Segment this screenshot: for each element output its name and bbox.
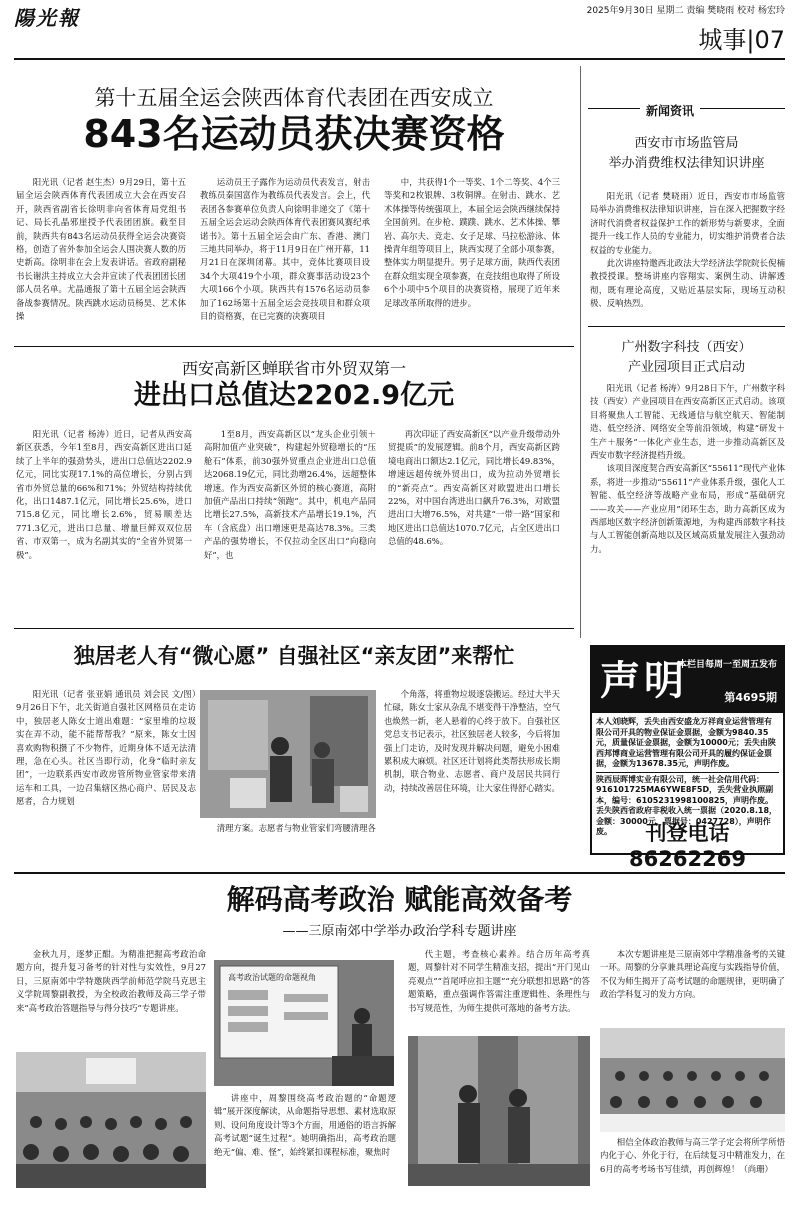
article4-column-3: 代主题，考查核心素养。结合历年高考真题，周黎针对不同学生精准支招，提出“开门见山亮观点”“首尾呼应扣主题”“充分联想扣思路”的答题策略，重点强调作答需注重逻辑性、条理性与书写规范性，为师生提供可落地的备考方法。 — [408, 949, 590, 1013]
slide-title: 高考政治试题的命题视角 — [228, 973, 316, 982]
photo-illustration — [214, 960, 394, 1086]
notice-ad-item: 本人刘晓辉，丢失由西安盛龙万祥商业运营管理有限公司开具的物业保证金票据，金额为9840.35元，质量保证金票据，金额为10000元；丢失由陕西邦博商业运营管理有限公司开具的履约保证金票据，金额为13678.35元，声明作废。 — [596, 717, 776, 768]
photo-illustration — [408, 1036, 590, 1186]
divider — [14, 872, 785, 874]
dateline: 2025年9月30日 星期二 责编 樊晓雨 校对 杨宏玲 — [586, 6, 785, 16]
article1-column-2: 运动员王子露作为运动员代表发言，射击教练员秦国富作为教练员代表发言。会上，代表团各参赛单位负责人向徐明非递交了《第十五届全运会运动会陕西体育代表团赛风赛纪承诺书》。第十五届全运会由广东、香港、澳门三地共同举办，将于11月9日在广州开幕，11月21日在深圳闭幕。其中，竞体比赛项目设34个大项419个小项，群众赛事活动设23个大项166个小项。陕西共有1576名运动员参加了162场第十五届全运会竞技项目和群众项目的资格赛，在已完赛的决赛项目 — [200, 177, 370, 322]
notice-ad-phone: 刊登电话86262269 — [629, 821, 746, 871]
sidebar-story2-title-line2: 产业园项目正式启动 — [627, 360, 745, 375]
article1-headline: 843名运动员获决赛资格 — [83, 112, 505, 156]
article4-photo-classroom — [600, 1028, 785, 1132]
article2-column-2: 1至8月，西安高新区以“龙头企业引领＋高附加值产业突破”，构建起外贸稳增长的“压舱石”体系，前30强外贸重点企业进出口总值达2068.19亿元，同比劲增26.4%，远超整体增速。作为西安高新区外贸的核心赛道，高附加值产品出口持续“领跑”。其中，机电产品同比增长27.5%，高新技术产品增长19.1%，汽车（含底盘）出口增速更是高达78.3%。三类产品的强势增长，不仅拉动全区出口“向稳向好”，也 — [204, 429, 376, 560]
sidebar-story2-body: 阳光讯（记者 杨涛）9月28日下午，广州数字科技（西安）产业园项目在西安高新区正式启动。该项目将聚焦人工智能、无线通信与航空航天、智能制造、低空经济、网络安全等前沿领域，构建“研发＋生产＋服务”一体化产业生态，进一步推动高新区及西安市数字经济提档升级。 该项目深度契合西安高新区“55611”现代产业体系，将进一步推动“55611”产业体系升级，强化人工智能、低空经济等战略产业布局，形成“基础研究——攻关——产业应用”闭环生态，助力高新区成为西部地区数字经济创新策源地，为构建西部数字科技与人工智能创新高地以及区域高质量发展注入强劲动力。 — [590, 383, 785, 554]
article1-column-3: 中，共获得1个一等奖、1个二等奖、4个三等奖和2枚银牌、3枚铜牌。在射击、跳水、艺术体操等传统强项上，本届全运会陕西继续保持全国前列。在步枪、蹼蹼、跳水、艺术体操、攀岩、高尔夫、竞走、女子足球、马拉松游泳、体操青年组等项目上，陕西实现了全部小项参赛，整体实力明显提升。男子足球方面，陕西代表团在群众组实现全项参赛，在竞技组也取得了所设6个小项中5个项目的决赛资格，展现了近年来足球改革所取得的进步。 — [384, 177, 560, 308]
article4-photo-audience — [16, 1052, 206, 1188]
article4-subhead: ——三原南郊中学举办政治学科专题讲座 — [282, 924, 517, 939]
article4-column-1: 金秋九月，逐梦正酣。为精准把握高考政治命题方向，提升复习备考的针对性与实效性，9月27日，三原南郊中学特邀陕西学前师范学院马克思主义学院周黎副教授，为全校政治教师及高三学子带来“高考政治答题指导与得分技巧”专题讲座。 — [16, 949, 206, 1013]
article3-headline: 独居老人有“微心愿” 自强社区“亲友团”来帮忙 — [73, 644, 515, 668]
sidebar-story1-body: 阳光讯（记者 樊晓雨）近日，西安市市场监管局举办消费维权法律知识讲座，旨在深入把握数字经济时代消费者权益保护工作的新形势与新要求，全面提升一线工作人员的专业能力，切实维护消费者合法权益的专业能力。 此次讲座特邀西北政法大学经济法学院院长倪楠教授授课。整场讲座内容翔实、案例生动、讲解透彻，既有理论高度，又贴近基层实际，现场互动积极、反响热烈。 — [590, 191, 785, 309]
article3-column-1: 阳光讯（记者 张亚娟 通讯员 刘会民 文/图）9月26日下午，北关街道自强社区网格员在走访中，独居老人陈女士道出难题：“家里堆的垃圾实在弄不动，能不能帮帮我？”原来，陈女士因喜欢购物积攒了不少物件，近期身体不适无法清理，急在心头。社区当即行动，化身“临时亲友团”，一边联系西安市政房管所物业管家带来清运车和工具，一边召集辖区热心商户、居民及志愿者，合力规划 — [16, 689, 196, 807]
photo-illustration — [16, 1052, 206, 1188]
divider — [14, 628, 574, 629]
divider — [588, 326, 785, 327]
article3-photo-volunteers — [200, 690, 376, 818]
section-label: 城事|07 — [698, 26, 785, 54]
sidebar-story1-title-line1: 西安市市场监管局 — [634, 136, 739, 151]
article4-photo-students — [408, 1036, 590, 1186]
sidebar-story2-title-line1: 广州数字科技（西安） — [621, 340, 752, 355]
article4-column-5: 相信全体政治教师与高三学子定会将所学所悟内化于心、外化于行，在后续复习中精准发力，在6月的高考考场书写佳绩，再创辉煌！（尚珊） — [600, 1137, 785, 1174]
notice-ad-item: 陕西辰晖博实业有限公司，统一社会信用代码：916101725MA6YWE8F5D，丢失营业执照副本，编号：6105231998100825，声明作废。丢失陕西省政府非税收入统一票据（2020.8.18，金额：30000元，票据号：0427728），声明作废。 — [596, 772, 779, 838]
news-label — [640, 100, 700, 119]
notice-ad-subtitle: 本栏目每周一至周五发布 — [677, 660, 777, 670]
divider — [14, 346, 574, 347]
column-divider — [580, 66, 581, 638]
photo-illustration — [200, 690, 376, 818]
masthead — [14, 0, 785, 60]
notice-ad-issue: 第4695期 — [724, 691, 777, 704]
article2-headline: 进出口总值达2202.9亿元 — [133, 380, 455, 411]
article3-column-2: 清理方案。志愿者与物业管家们弯腰清理各 — [216, 823, 376, 833]
article2-kicker: 西安高新区蝉联省市外贸双第一 — [181, 359, 406, 378]
article2-column-3: 再次印证了西安高新区“以产业升级带动外贸提质”的发展逻辑。前8个月，西安高新区跨境电商出口额达2.1亿元，同比增长49.83%，增速远超传统外贸出口，成为拉动外贸增长的“新亮点”。西安高新区对欧盟进出口增长22%，对中国台湾进出口飙升76.3%，对欧盟进出口大增76.5%，对共建“一带一路”国家和地区进出口总值达1070.7亿元，占全区进出口总值的48.6%。 — [388, 429, 560, 547]
article1-column-1: 阳光讯（记者 赵生杰）9月29日，第十五届全运会陕西体育代表团成立大会在西安召开，陕西省副省长徐明非向省体育局党组书记、局长孔晶邪崖授予代表团团旗。截至目前，陕西共有843名运动员获得全运会决赛资格，创造了省外参加全运会人围决赛人数的历史新高。徐明非在会上发表讲话。省政府副秘书长谢洪主持成立大会并宣读了代表团团长团部人员名单。尤晶通报了第十五届全运会陕西备战参赛情况。陕西跳水运动员杨昊、艺术体操 — [16, 177, 186, 322]
article4-headline: 解码高考政治 赋能高效备考 — [226, 883, 573, 916]
article3-column-3: 个角落，将重物垃圾逐袋搬运。经过大半天忙碌，陈女士家从杂乱不堪变得干净整洁，空气也焕然一新，老人悬着的心终于放下。自强社区党总支书记表示，社区独居老人较多，今后将加强上门走访，及时发现并解决问题，避免小困难累积成大麻烦。社区还计划将此类帮扶形成长期机制，联合物业、志愿者、商户及居民共同行动，持续改善居住环境，让大家住得舒心踏实。 — [384, 689, 560, 793]
sidebar-story2-title — [588, 338, 785, 378]
newspaper-logo: 陽光報 — [14, 6, 80, 30]
notice-ad — [590, 645, 785, 871]
article4-column-4: 本次专题讲座是三原南郊中学精准备考的关键一环。周黎的分享兼具理论高度与实践指导价值，不仅为师生揭开了高考试题的命题规律，更明确了政治学科复习的发力方向。 — [600, 949, 785, 1000]
article2-column-1: 阳光讯（记者 杨涛）近日，记者从西安高新区获悉，今年1至8月，西安高新区进出口延续了上半年的强劲势头，进出口总值达2202.9亿元，同比实现17.1%的高位增长，分别占到省市外贸总量的66%和71%；外贸结构持续优化，出口1487.1亿元，同比增长25.6%，进口715.8亿元，同比增长2.6%，贸易顺差达771.3亿元，进出口总量、增量巨鲜双双位居省、市双第一，成为名副其实的“全省外贸第一极”。 — [16, 429, 192, 560]
article4-photo-lecture — [214, 960, 394, 1086]
notice-ad-header — [592, 647, 783, 713]
sidebar-story1-title — [588, 134, 785, 174]
notice-ad-title: 声明 — [600, 658, 688, 704]
article1-kicker: 第十五届全运会陕西体育代表团在西安成立 — [94, 86, 494, 110]
photo-illustration — [600, 1028, 785, 1132]
article4-column-2: 讲座中，周黎围绕高考政治题的“命题逻辑”展开深度解读，从命题指导思想、素材选取原则、设问角度设计等3个方面，用通俗的语言拆解高考试题“诞生过程”。她明确指出，高考政治题绝无“偏、难、怪”，始终紧扣课程标准，聚焦时 — [214, 1093, 396, 1157]
sidebar-story1-title-line2: 举办消费维权法律知识讲座 — [608, 156, 765, 171]
news-label-text: 新闻资讯 — [640, 104, 700, 118]
